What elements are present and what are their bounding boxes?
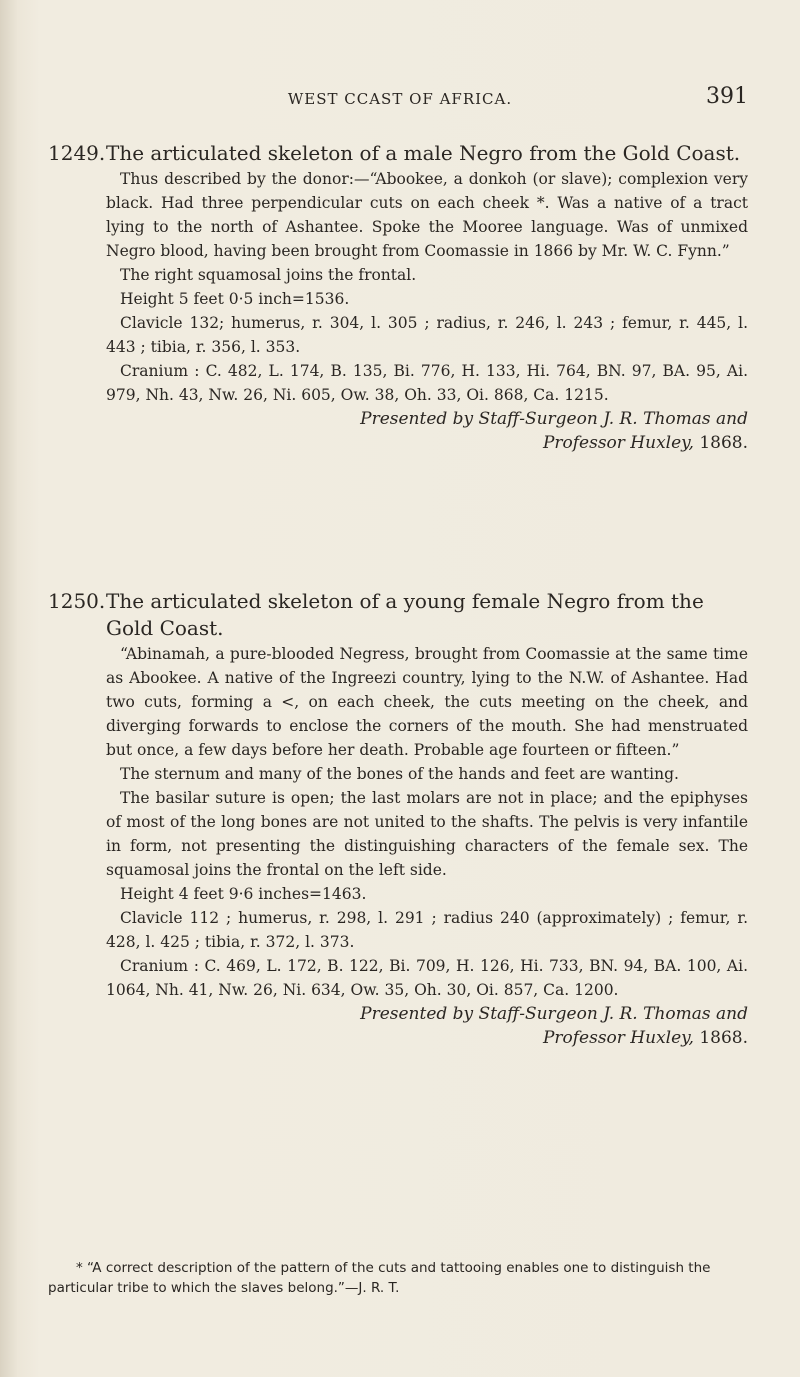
presented-line: Presented by Staff-Surgeon J. R. Thomas and: [360, 409, 748, 429]
presenter-name: Professor Huxley,: [542, 433, 694, 453]
entry-title-text: The articulated skeleton of a male Negro from the Gold Coast.: [106, 141, 741, 165]
entry-number: 1250.: [48, 589, 106, 613]
height-measurement: Height 5 feet 0·5 inch=1536.: [120, 290, 350, 308]
presented-by: [106, 407, 748, 455]
presented-line: [106, 1026, 748, 1050]
entry-title-text: The articulated skeleton of a young female Negro from the Gold Coast.: [106, 589, 704, 640]
presented-year: 1868.: [699, 1028, 748, 1048]
catalogue-entry-1250: [48, 588, 748, 1050]
entry-title: [48, 588, 748, 642]
entry-number: 1249.: [48, 141, 106, 165]
height-measurement: Height 4 feet 9·6 inches=1463.: [120, 885, 367, 903]
presenter-name: Professor Huxley,: [542, 1028, 694, 1048]
presented-by: [106, 1002, 748, 1050]
presented-line: [106, 431, 748, 455]
limb-measurements: Clavicle 132; humerus, r. 304, l. 305 ; radius, r. 246, l. 243 ; femur, r. 445, l. 443 ; tibia, r. 356, l. 353.: [106, 314, 748, 356]
donor-description: Thus described by the donor:—“Abookee, a donkoh (or slave); complexion very black. Had three perpendicular cuts on each cheek *. Was a native of a tract lying to the north of Ashantee. Spoke the Mooree language. Was of unmixed Negro blood, having been brought from Coomassie in 1866 by Mr. W. C. Fynn.”: [106, 170, 748, 260]
presented-line: Presented by Staff-Surgeon J. R. Thomas and: [360, 1004, 748, 1024]
donor-description: “Abinamah, a pure-blooded Negress, brought from Coomassie at the same time as Abookee. A native of the Ingreezi country, lying to the N.W. of Ashantee. Had two cuts, forming a <, on each cheek, the cuts meeting on the cheek, and diverging forwards to enclose the corners of the mouth. She had menstruated but once, a few days before her death. Probable age fourteen or fifteen.”: [106, 645, 748, 759]
observation: The right squamosal joins the frontal.: [120, 266, 417, 284]
page-number: 391: [706, 84, 748, 109]
catalogue-entry-1249: [48, 140, 748, 455]
presented-year: 1868.: [699, 433, 748, 453]
cranium-measurements: Cranium : C. 469, L. 172, B. 122, Bi. 709, H. 126, Hi. 733, BN. 94, BA. 100, Ai. 1064, Nh. 41, Nw. 26, Ni. 634, Ow. 35, Oh. 30, Oi. 857, Ca. 1200.: [106, 957, 748, 999]
cranium-measurements: Cranium : C. 482, L. 174, B. 135, Bi. 776, H. 133, Hi. 764, BN. 97, BA. 95, Ai. 979, Nh. 43, Nw. 26, Ni. 605, Ow. 38, Oh. 33, Oi. 868, Ca. 1215.: [106, 362, 748, 404]
observation: The sternum and many of the bones of the hands and feet are wanting.: [120, 765, 679, 783]
running-head: WEST CCAST OF AFRICA.: [287, 90, 513, 108]
entry-title: [48, 140, 748, 167]
footnote: * “A correct description of the pattern of the cuts and tattooing enables one to distinguish the particular tribe to which the slaves belong.”—J. R. T.: [48, 1260, 711, 1296]
limb-measurements: Clavicle 112 ; humerus, r. 298, l. 291 ; radius 240 (approximately) ; femur, r. 428, l. 425 ; tibia, r. 372, l. 373.: [106, 909, 748, 951]
observation: The basilar suture is open; the last molars are not in place; and the epiphyses of most of the long bones are not united to the shafts. The pelvis is very infantile in form, not presenting the distinguishing characters of the female sex. The squamosal joins the frontal on the left side.: [106, 789, 748, 879]
